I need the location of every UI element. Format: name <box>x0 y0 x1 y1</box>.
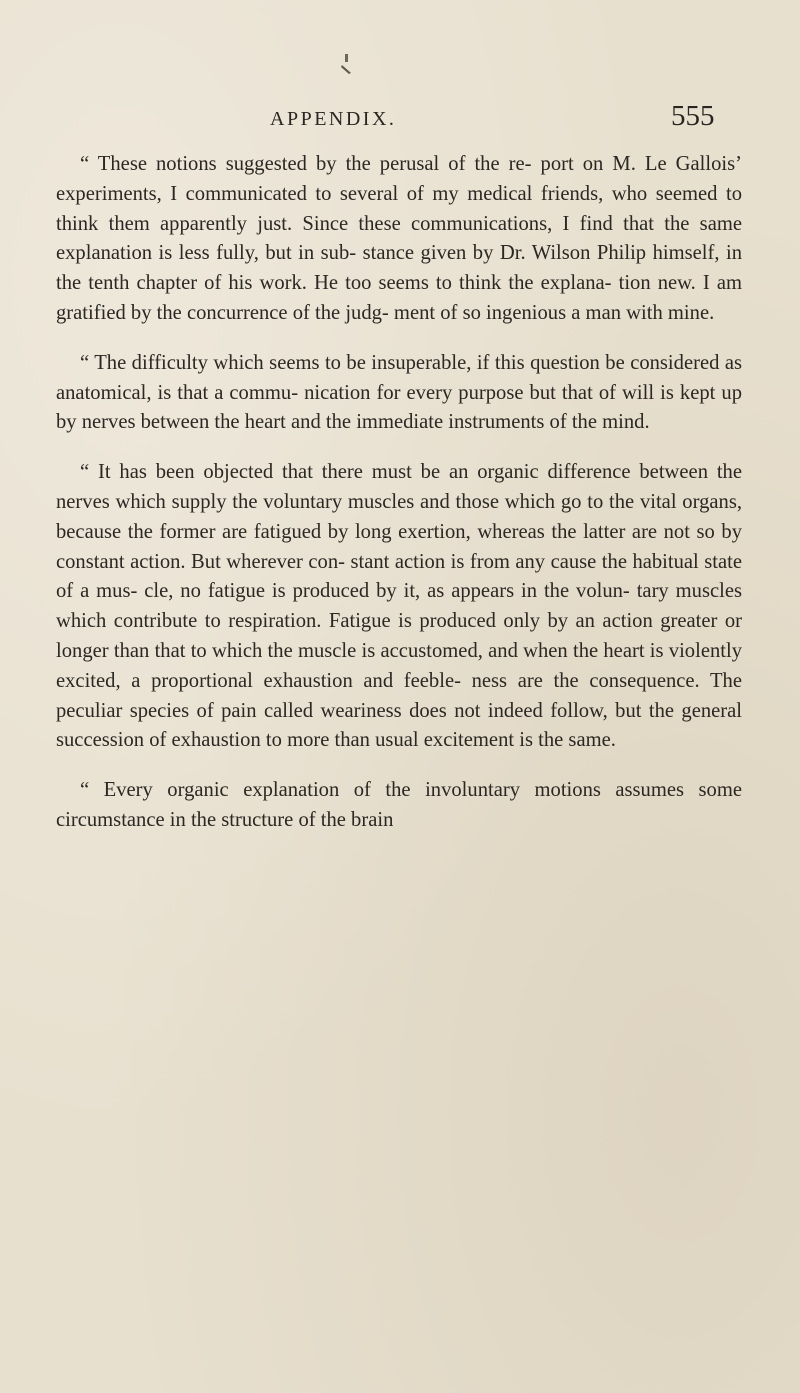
body-text <box>56 150 742 836</box>
running-head-title: APPENDIX. <box>270 108 397 130</box>
paragraph: “ These notions suggested by the perusal of the re- port on M. Le Gallois’ experiments, I communicated to several of my medical friends, who seemed to think them apparently just. Since these communications, I find that the same explanation is less fully, but in sub- stance given by Dr. Wilson Philip himself, in the tenth chapter of his work. He too seems to think the explana- tion new. I am gratified by the concurrence of the judg- ment of so ingenious a man with mine. <box>56 153 742 324</box>
ink-mark-icon <box>338 52 356 74</box>
paragraph: “ The difficulty which seems to be insuperable, if this question be considered as anatomical, is that a commu- nication for every purpose but that of will is kept up by nerves between the heart and the immediate instruments of the mind. <box>56 351 742 434</box>
page-number: 555 <box>671 100 715 132</box>
running-head <box>0 100 800 140</box>
paragraph: “ It has been objected that there must be an organic difference between the nerves which supply the voluntary muscles and those which go to the vital organs, because the former are fatigued by long exertion, whereas the latter are not so by constant action. But wherever con- stant action is from any cause the habitual state of a mus- cle, no fatigue is produced by it, as appears in the volun- tary muscles which contribute to respiration. Fatigue is produced only by an action greater or longer than that to which the muscle is accustomed, and when the heart is violently excited, a proportional exhaustion and feeble- ness are the consequence. The peculiar species of pain called weariness does not indeed follow, but the general succession of exhaustion to more than usual excitement is the same. <box>56 461 742 752</box>
paragraph: “ Every organic explanation of the involuntary motions assumes some circumstance in the structure of the brain <box>56 779 742 831</box>
